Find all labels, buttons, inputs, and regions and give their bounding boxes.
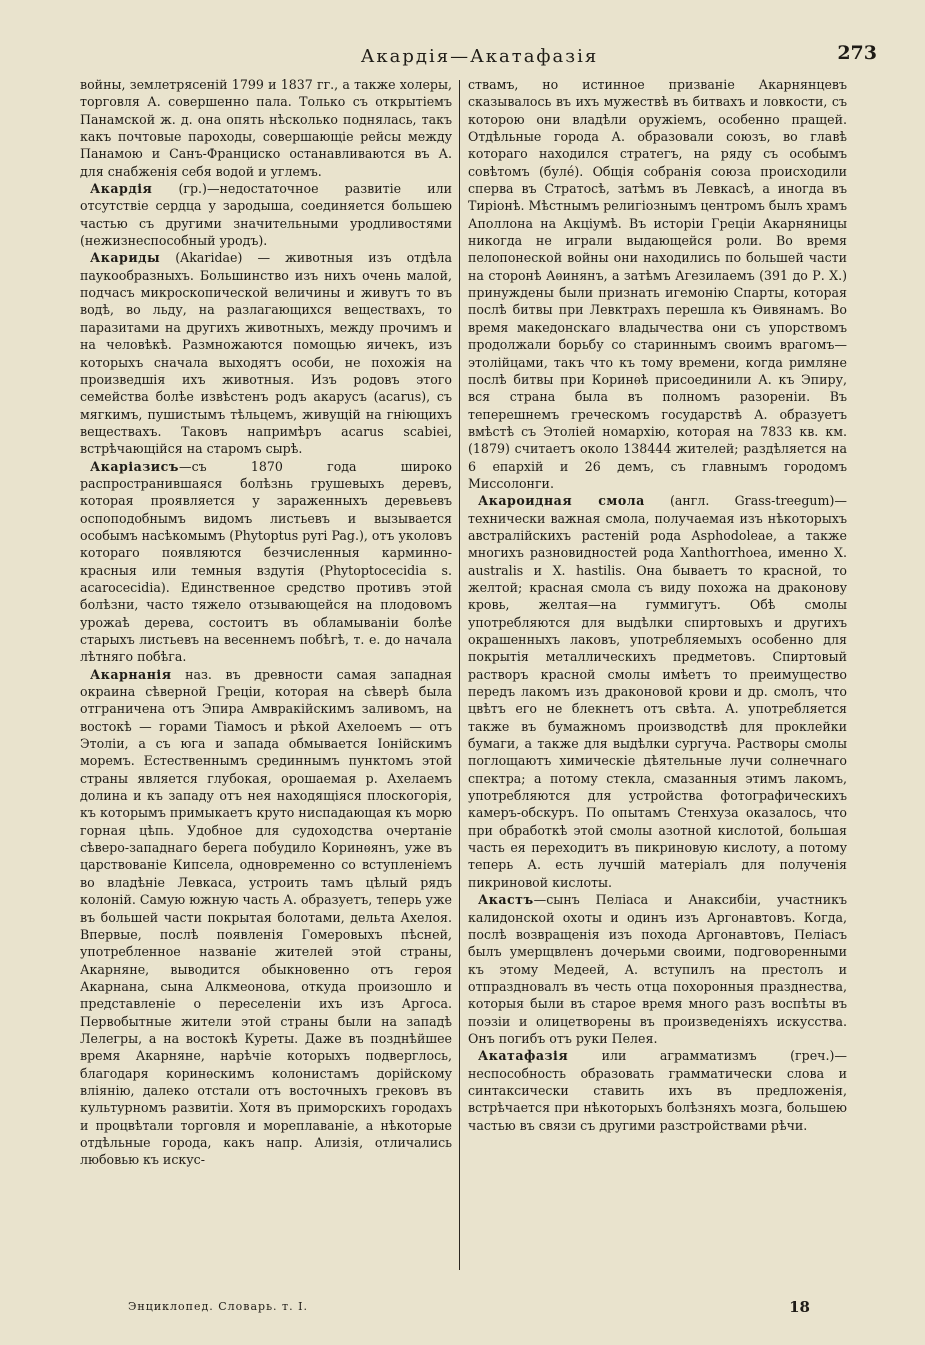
left-column xyxy=(80,76,452,1169)
headword: Акарнанія xyxy=(90,666,172,682)
entry-akast xyxy=(468,891,847,1047)
headword: Акардія xyxy=(90,181,153,197)
entry-akatafaziya xyxy=(468,1047,847,1134)
right-column xyxy=(468,76,847,1134)
entry-text: или аграмматизмъ (греч.)—неспособность образовать грамматически слова и синтаксически ставить ихъ въ предложенія, встрѣчается при нѣкоторыхъ болѣзняхъ мозга, большею частью въ связи съ другими разстройствами рѣчи. xyxy=(468,1048,847,1133)
footer-signature: Энциклопед. Словарь. т. I. xyxy=(128,1300,308,1313)
page-header xyxy=(82,42,877,72)
running-title: Акардія—Акатафазія xyxy=(360,46,599,67)
entry-text: (Akaridae) — животныя изъ отдѣла паукообразныхъ. Большинство изъ нихъ очень малой, подчасъ микроскопической величины и живутъ то въ водѣ, во льду, на разлагающихся веществахъ, то паразитами на другихъ животныхъ, между прочимъ и на человѣкѣ. Размножаются помощью яичекъ, изъ которыхъ сначала выходятъ особи, не похожія на произведшія ихъ животныя. Изъ родовъ этого семейства болѣе извѣстенъ родъ акарусъ (acarus), съ мягкимъ, пушистымъ тѣльцемъ, живущій на гніющихъ веществахъ. Таковъ напримѣръ acarus scabiei, встрѣчающійся на старомъ сырѣ. xyxy=(80,250,452,457)
entry-akariazis xyxy=(80,458,452,666)
column-divider xyxy=(459,80,460,1270)
page-number: 273 xyxy=(837,42,877,64)
entry-text: наз. въ древности самая западная окраина сѣверной Греціи, которая на сѣверѣ была отграничена отъ Эпира Амвракійскимъ заливомъ, на востокѣ — горами Тіамосъ и рѣкой Ахелоемъ — отъ Этоліи, а съ юга и запада обмывается Іонійскимъ моремъ. Естественнымъ срединнымъ пунктомъ этой страны является глубокая, орошаемая р. Ахелаемъ долина и къ западу отъ нея находящіяся плоскогорія, къ которымъ примыкаетъ круто ниспадающая къ морю горная цѣпь. Удобное для судоходства очертаніе сѣверо-западнаго берега побудило Коринѳянъ, уже въ царствованіе Кипсела, одновременно со вступленіемъ во владѣніе Левкаса, устроить тамъ цѣлый рядъ колоній. Самую южную часть А. образуетъ, теперь уже въ большей части покрытая болотами, дельта Ахелоя. Впервые, послѣ появленія Гомеровыхъ пѣсней, употребленное названіе жителей этой страны, Акарняне, выводится обыкновенно отъ героя Акарнана, сына Алкмеонова, откуда произошло и представленіе о переселеніи ихъ изъ Аргоса. Первобытные жители этой страны были на западѣ Лелегры, а на востокѣ Куреты. Даже въ позднѣйшее время Акарняне, нарѣчіе которыхъ подверглось, благодаря коринѳскимъ колонистамъ дорійскому вліянію, далеко отстали отъ восточныхъ грековъ въ культурномъ развитіи. Хотя въ приморскихъ городахъ и процвѣтали торговля и мореплаваніе, а нѣкоторые отдѣльные города, какъ напр. Ализія, отличались любовью къ искус- xyxy=(80,666,452,1168)
headword: Акаріазисъ xyxy=(90,458,179,474)
entry-akardiya xyxy=(80,180,452,249)
entry-text: —сынъ Пеліаса и Анаксибіи, участникъ калидонской охоты и одинъ изъ Аргонавтовъ. Когда, послѣ возвращенія изъ похода Аргонавтовъ, Пеліасъ былъ умерщвленъ дочерьми своими, подговоренными къ этому Медеей, А. вступилъ на престолъ и отпраздновалъ въ честь отца похоронныя празднества, которыя были въ старое время много разъ воспѣты въ поэзіи и олицетворены въ произведеніяхъ искусства. Онъ погибъ отъ руки Пелея. xyxy=(468,892,847,1046)
continued-text: ствамъ, но истинное призваніе Акарнянцевъ сказывалось въ ихъ мужествѣ въ битвахъ и ловкости, съ которою они владѣли оружіемъ, особенно пращей. Отдѣльные города А. образовали союзъ, во главѣ котораго находился стратегъ, на ряду съ особымъ совѣтомъ (булé). Общія собранія союза происходили сперва въ Стратосѣ, затѣмъ въ Левкасѣ, а иногда въ Тиріонѣ. Мѣстнымъ религіознымъ центромъ былъ храмъ Аполлона на Акціумѣ. Въ исторіи Греціи Акарняницы никогда не играли выдающейся роли. Во время пелопонеской войны они находились по большей части на сторонѣ Аѳинянъ, а затѣмъ Агезилаемъ (391 до Р. Х.) принуждены были признать игемонію Спарты, которая послѣ битвы при Левктрахъ перешла къ Ѳивянамъ. Во время македонскаго владычества они съ упорствомъ продолжали борьбу со стариннымъ своимъ врагомъ—этолійцами, такъ что къ тому времени, когда римляне послѣ битвы при Коринѳѣ присоединили А. къ Эпиру, вся страна была въ полномъ разореніи. Въ теперешнемъ греческомъ государствѣ А. образуетъ вмѣстѣ съ Этоліей номархію, которая на 7833 кв. км. (1879) считаетъ около 138444 жителей; раздѣляется на 6 епархій и 26 демъ, съ главнымъ городомъ Миссолонги. xyxy=(468,77,847,491)
entry-text: (англ. Grass-treegum)—технически важная смола, получаемая изъ нѣкоторыхъ австралійскихъ растеній рода Asphodoleae, а также многихъ разновидностей рода Xanthorrhoea, именно X. australis и X. hastilis. Она бываетъ то красной, то желтой; красная смола съ виду похожа на драконову кровь, желтая—на гуммигутъ. Обѣ смолы употребляются для выдѣлки спиртовыхъ и другихъ окрашенныхъ лаковъ, употребляемыхъ особенно для покрытія металлическихъ предметовъ. Спиртовый растворъ красной смолы имѣетъ то преимущество передъ лакомъ изъ драконовой крови и др. смолъ, что цвѣтъ его не блекнетъ отъ свѣта. А. употребляется также въ бумажномъ производствѣ для проклейки бумаги, а также для выдѣлки сургуча. Растворы смолы поглощаютъ химическіе дѣятельные лучи солнечнаго спектра; а потому стекла, смазанныя этимъ лакомъ, употребляются для устройства фотографическихъ камеръ-обскуръ. По опытамъ Стенхуза оказалось, что при обработкѣ этой смолы азотной кислотой, большая часть ея переходитъ въ пикриновую кислоту, а потому теперь А. есть лучшій матеріалъ для полученія пикриновой кислоты. xyxy=(468,493,847,890)
headword: Акароидная смола xyxy=(478,493,645,509)
entry-akaroidnaya-smola xyxy=(468,492,847,891)
entry-text: —съ 1870 года широко распространившаяся болѣзнь грушевыхъ деревъ, которая проявляется у зараженныхъ деревьевъ оспоподобнымъ видомъ листьевъ и вызывается особымъ насѣкомымъ (Phytoptus pyri Pag.), отъ уколовъ котораго появляются безчисленныя карминно-красныя или темныя вздутія (Phytoptocecidia s. acarocecidia). Единственное средство противъ этой болѣзни, часто тяжело отзывающейся на плодовомъ урожаѣ дерева, состоитъ въ обламываніи болѣе старыхъ листьевъ на весеннемъ побѣгѣ, т. е. до начала лѣтняго побѣга. xyxy=(80,458,452,665)
headword: Акастъ xyxy=(478,892,534,908)
sheet-number: 18 xyxy=(789,1298,810,1316)
page-footer xyxy=(128,1298,810,1318)
entry-akaridy xyxy=(80,249,452,457)
entry-text: (гр.)—недостаточное развитіе или отсутствіе сердца у зародыша, соединяется большею частью съ другими значительными уродливостями (нежизнеспособный уродъ). xyxy=(80,181,452,249)
headword: Акатафазія xyxy=(478,1048,569,1064)
entry-akarnaniya xyxy=(80,666,452,1169)
continued-text: войны, землетрясеній 1799 и 1837 гг., а также холеры, торговля А. совершенно пала. Только съ открытіемъ Панамской ж. д. она опять нѣсколько поднялась, такъ какъ почтовые пароходы, совершающіе рейсы между Панамою и Санъ-Франциско останавливаются въ А. для снабженія себя водой и углемъ. xyxy=(80,77,452,179)
headword: Акариды xyxy=(90,250,161,266)
